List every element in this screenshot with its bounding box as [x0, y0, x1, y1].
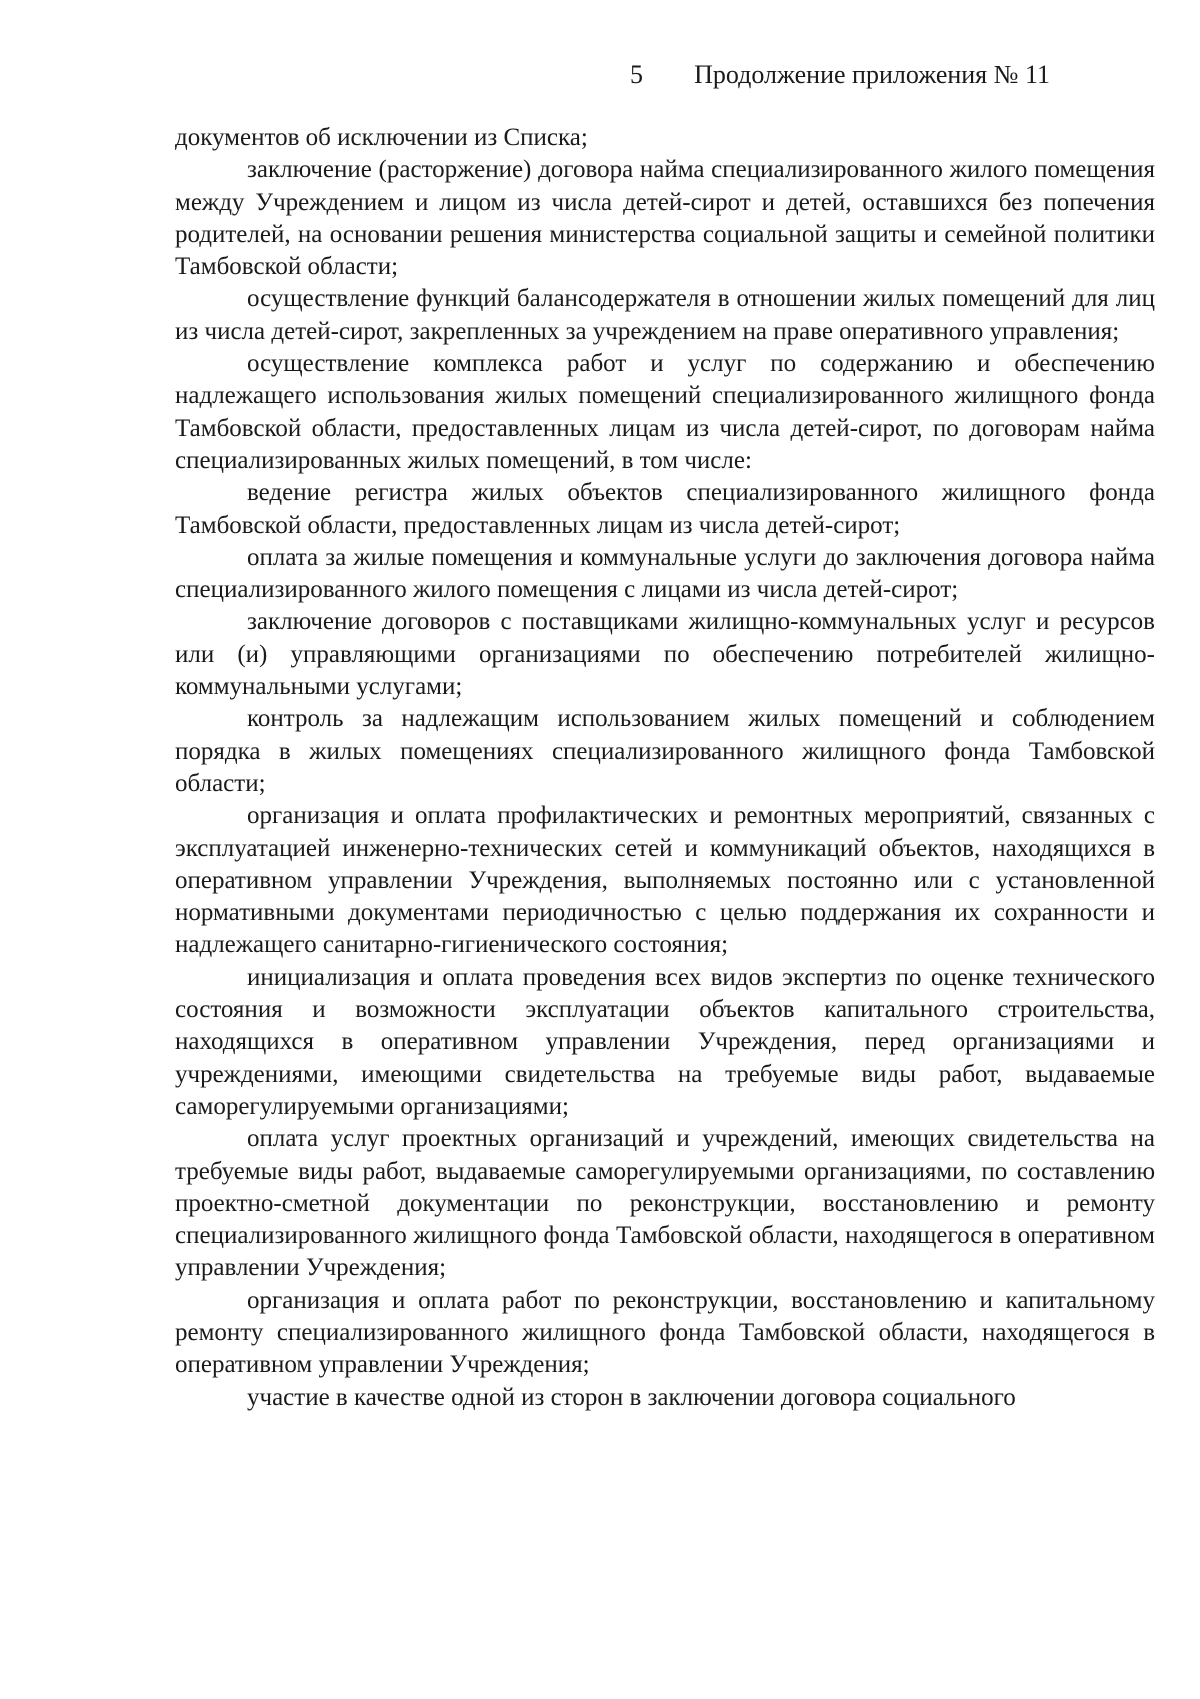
- paragraph: организация и оплата работ по реконструкции, восстановлению и капитальному ремонту специализированного жилищного фонда Тамбовской области, находящегося в оперативном управлении Учреждения;: [175, 1286, 1155, 1379]
- paragraph: оплата услуг проектных организаций и учреждений, имеющих свидетельства на требуемые виды работ, выдаваемые саморегулируемыми организациями, по составлению проектно-сметной документации по реконструкции, восстановлению и ремонту специализированного жилищного фонда Тамбовской области, находящегося в оперативном управлении Учреждения;: [175, 1125, 1155, 1282]
- paragraph: оплата за жилые помещения и коммунальные услуги до заключения договора найма специализированного жилого помещения с лицами из числа детей-сирот;: [175, 543, 1155, 604]
- paragraph: ведение регистра жилых объектов специализированного жилищного фонда Тамбовской области, предоставленных лицам из числа детей-сирот;: [175, 479, 1155, 539]
- paragraph: заключение договоров с поставщиками жилищно-коммунальных услуг и ресурсов или (и) управляющими организациями по обеспечению потребителей жилищно-коммунальными услугами;: [175, 608, 1155, 701]
- running-header: Продолжение приложения № 11: [694, 60, 1050, 89]
- page-number: 5: [630, 60, 643, 89]
- paragraph-continuation: документов об исключении из Списка;: [175, 124, 588, 151]
- paragraph: контроль за надлежащим использованием жилых помещений и соблюдением порядка в жилых помещениях специализированного жилищного фонда Тамбовской области;: [175, 705, 1155, 797]
- paragraph: инициализация и оплата проведения всех видов экспертиз по оценке технического состояния и возможности эксплуатации объектов капитального строительства, находящихся в оперативном управлении Учреждения, перед организациями и учреждениями, имеющими свидетельства на требуемые виды работ, выдаваемые саморегулируемыми организациями;: [175, 963, 1155, 1120]
- document-body: [175, 122, 1155, 1414]
- paragraph: заключение (расторжение) договора найма специализированного жилого помещения между Учреждением и лицом из числа детей-сирот и детей, оставшихся без попечения родителей, на основании решения министерства социальной защиты и семейной политики Тамбовской области;: [175, 156, 1155, 281]
- paragraph: осуществление функций балансодержателя в отношении жилых помещений для лиц из числа детей-сирот, закрепленных за учреждением на праве оперативного управления;: [175, 285, 1155, 345]
- paragraph-continues: участие в качестве одной из сторон в заключении договора социального: [247, 1383, 1016, 1411]
- paragraph: организация и оплата профилактических и ремонтных мероприятий, связанных с эксплуатацией инженерно-технических сетей и коммуникаций объектов, находящихся в оперативном управлении Учреждения, выполняемых постоянно или с установленной нормативными документами периодичностью с целью поддержания их сохранности и надлежащего санитарно-гигиенического состояния;: [175, 802, 1155, 959]
- paragraph: осуществление комплекса работ и услуг по содержанию и обеспечению надлежащего использования жилых помещений специализированного жилищного фонда Тамбовской области, предоставленных лицам из числа детей-сирот, по договорам найма специализированных жилых помещений, в том числе:: [175, 350, 1155, 474]
